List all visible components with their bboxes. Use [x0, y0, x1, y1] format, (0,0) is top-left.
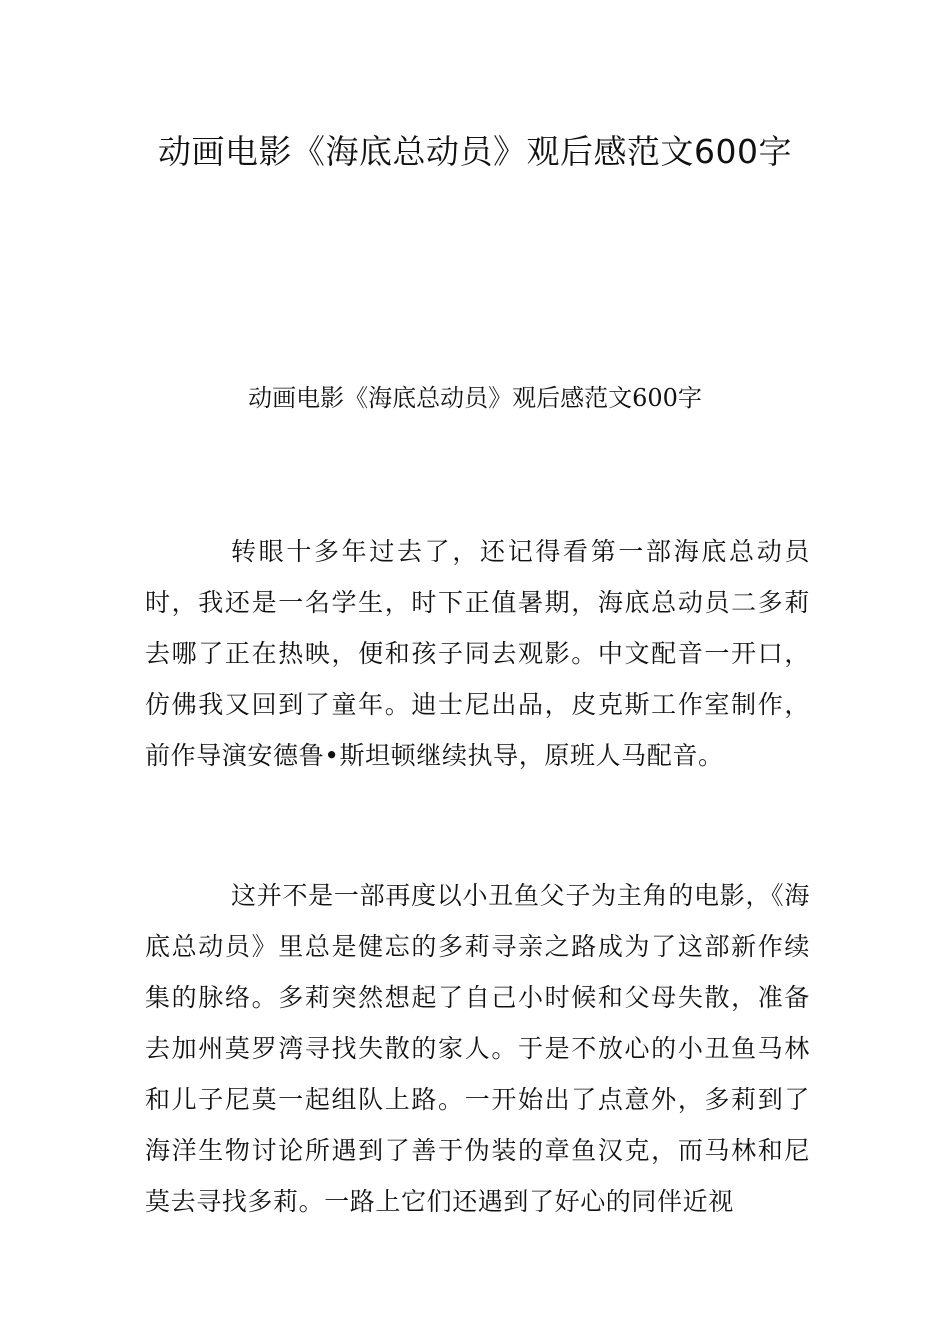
paragraph-2: 这并不是一部再度以小丑鱼父子为主角的电影，《海底总动员》里总是健忘的多莉寻亲之路成为了这部新作续集的脉络。多莉突然想起了自己小时候和父母失散，准备去加州莫罗湾寻找失散的家人。于是不放心的小丑鱼马林和儿子尼莫一起组队上路。一开始出了点意外，多莉到了海洋生物讨论所遇到了善于伪装的章鱼汉克，而马林和尼莫去寻找多莉。一路上它们还遇到了好心的同伴近视	[145, 881, 810, 1216]
paragraph-1: 转眼十多年过去了，还记得看第一部海底总动员时，我还是一名学生，时下正值暑期，海底总动员二多莉去哪了正在热映，便和孩子同去观影。中文配音一开口，仿佛我又回到了童年。迪士尼出品，皮克斯工作室制作，前作导演安德鲁•斯坦顿继续执导，原班人马配音。	[145, 537, 810, 770]
document-subtitle: 动画电影《海底总动员》观后感范文600字	[248, 384, 702, 412]
document-title: 动画电影《海底总动员》观后感范文600字	[158, 132, 792, 171]
